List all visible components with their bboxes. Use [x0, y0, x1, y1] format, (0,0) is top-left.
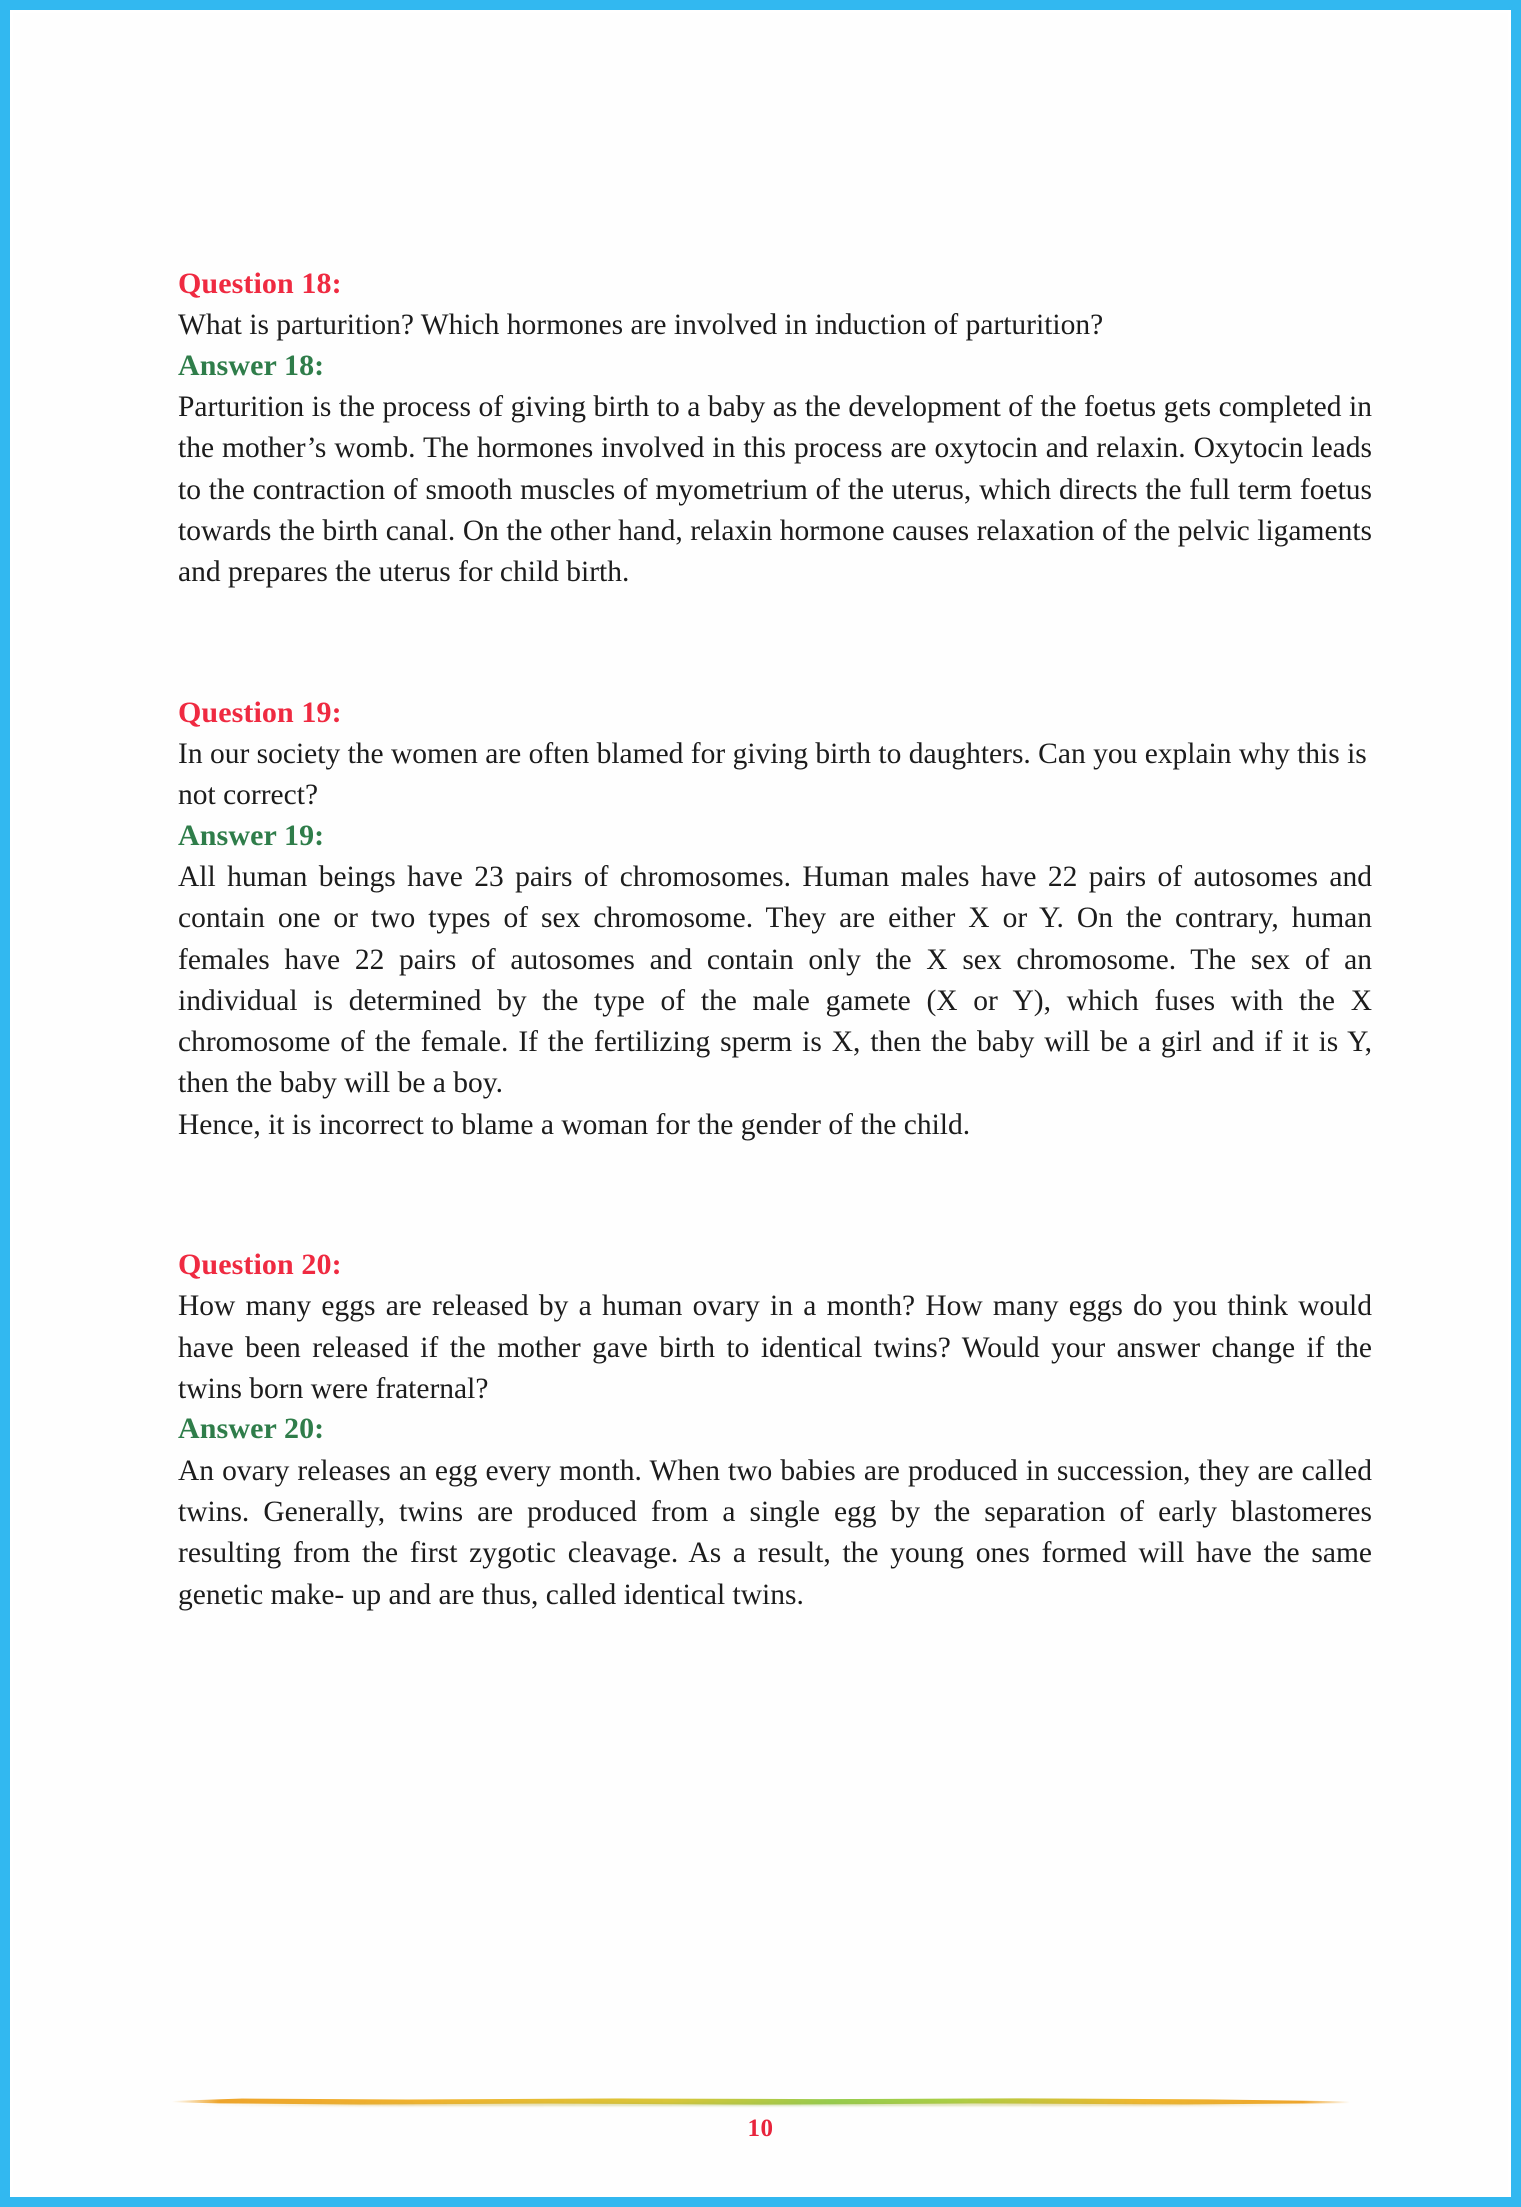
- qa-block-20: [178, 1246, 1372, 1616]
- question-heading-18: Question 18:: [178, 267, 342, 300]
- question-text-18: What is parturition? Which hormones are involved in induction of parturition?: [178, 309, 1104, 342]
- answer-heading-19: Answer 19:: [178, 818, 325, 852]
- answer-paragraph-19-2: Hence, it is incorrect to blame a woman for the gender of the child.: [178, 1108, 971, 1141]
- qa-block-19: [178, 694, 1372, 1146]
- question-heading-20: Question 20:: [178, 1248, 342, 1282]
- qa-block-18: [178, 265, 1372, 594]
- question-heading-19: Question 19:: [178, 695, 342, 729]
- answer-paragraph-18-1: Parturition is the process of giving birth to a baby as the development of the foetus gets completed in the mother’s womb. The hormones involved in this process are oxytocin and relaxin. Oxytocin leads to the contraction of smooth muscles of myometrium of the uterus, which directs the full term foetus towards the birth canal. On the other hand, relaxin hormone causes relaxation of the pelvic ligaments and prepares the uterus for child birth.: [178, 391, 1372, 589]
- question-text-19: In our society the women are often blamed for giving birth to daughters. Can you explain why this is not correct?: [178, 737, 1367, 812]
- answer-paragraph-19-1: All human beings have 23 pairs of chromosomes. Human males have 22 pairs of autosomes and contain one or two types of sex chromosome. They are either X or Y. On the contrary, human females have 22 pairs of autosomes and contain only the X sex chromosome. The sex of an individual is determined by the type of the male gamete (X or Y), which fuses with the X chromosome of the female. If the fertilizing sperm is X, then the baby will be a girl and if it is Y, then the baby will be a boy.: [178, 860, 1372, 1100]
- footer-decorative-rule: [172, 2096, 1350, 2107]
- page-number: 10: [747, 2115, 774, 2142]
- section-spacer-1: [178, 594, 1372, 694]
- answer-heading-18: Answer 18:: [178, 348, 325, 382]
- footer-rule-shadow: [195, 2103, 1326, 2106]
- section-spacer-2: [178, 1146, 1372, 1246]
- answer-heading-20: Answer 20:: [178, 1412, 325, 1446]
- page-content: [178, 265, 1372, 1616]
- answer-paragraph-20-1: An ovary releases an egg every month. When two babies are produced in succession, they are called twins. Generally, twins are produced from a single egg by the separation of early blastomeres resulting from the first zygotic cleavage. As a result, the young ones formed will have the same genetic make- up and are thus, called identical twins.: [178, 1454, 1372, 1611]
- page-inner-surface: [10, 10, 1511, 2197]
- question-text-20: How many eggs are released by a human ovary in a month? How many eggs do you think would have been released if the mother gave birth to identical twins? Would your answer change if the twins born were fraternal?: [178, 1290, 1372, 1405]
- page-footer: [10, 2096, 1511, 2143]
